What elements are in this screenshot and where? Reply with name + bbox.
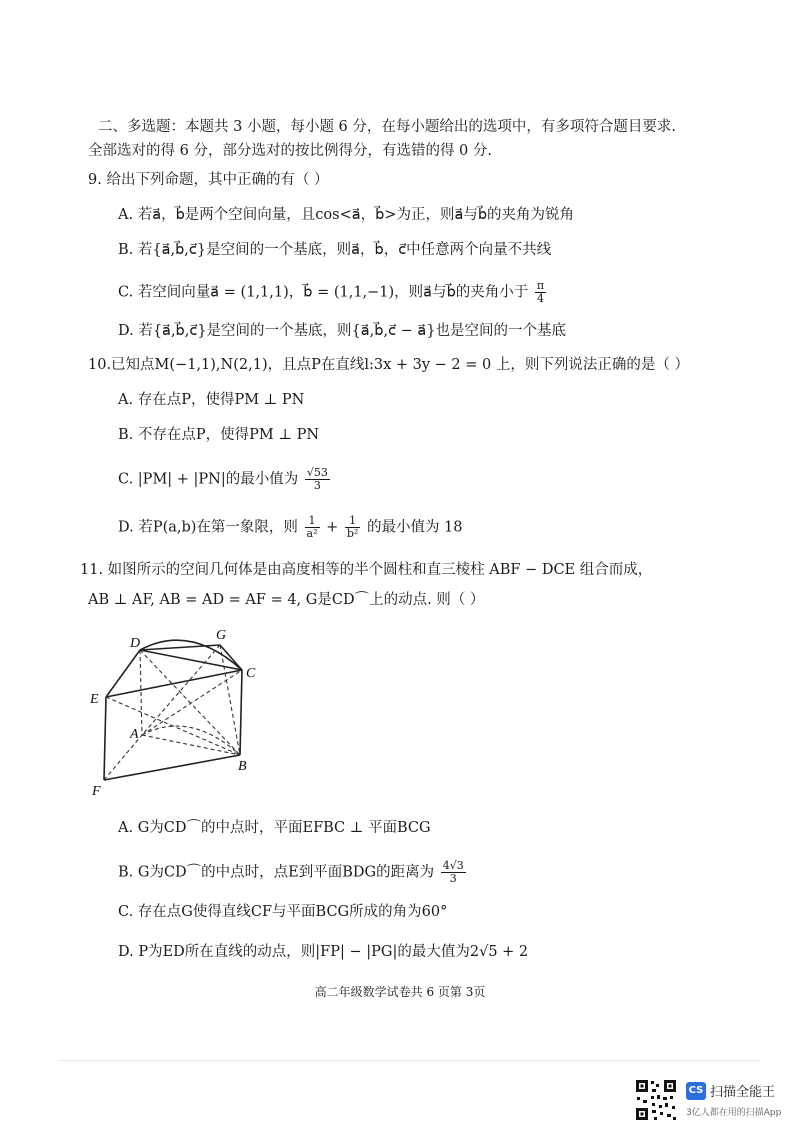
- q11-stem-line2: AB ⊥ AF, AB = AD = AF = 4, G是CD⌒上的动点. 则（ ）: [88, 592, 485, 608]
- q10-option-d-post: 的最小值为 18: [366, 519, 463, 536]
- q9-option-c: [118, 280, 548, 305]
- q9-stem: 9. 给出下列命题，其中正确的有（ ）: [88, 172, 329, 188]
- label-a: A: [130, 727, 139, 742]
- q11-option-b-fraction: [441, 860, 466, 885]
- q10-option-d: [118, 515, 463, 540]
- edge-ef: [104, 697, 106, 780]
- q9-option-b: B. 若{a⃗,b⃗,c⃗}是空间的一个基底，则a⃗，b⃗，c⃗中任意两个向量不共线: [118, 242, 552, 258]
- label-f: F: [92, 784, 101, 799]
- q11-option-b-text: B. G为CD⌒的中点时，点E到平面BDG的距离为: [118, 864, 435, 881]
- qr-code-icon: [634, 1078, 678, 1122]
- hidden-edge-eb: [106, 697, 240, 755]
- q10-stem: 10.已知点M(−1,1),N(2,1)，且点P在直线l:3x + 3y − 2 = 0 上，则下列说法正确的是（ ）: [88, 357, 689, 373]
- geometry-figure: [80, 625, 270, 805]
- q9-option-a: A. 若a⃗，b⃗是两个空间向量，且cos<a⃗，b⃗>为正，则a⃗与b⃗的夹角为锐角: [118, 207, 575, 223]
- q9-c-numerator: π: [536, 279, 545, 292]
- q11-option-d: D. P为ED所在直线的动点，则|FP| − |PG|的最大值为2√5 + 2: [118, 944, 529, 960]
- q11-b-numerator: 4√3: [442, 859, 464, 872]
- q10-option-d-plus: +: [326, 519, 339, 536]
- section-header-line1: 二、多选题：本题共 3 小题，每小题 6 分，在每小题给出的选项中，有多项符合题目要求.: [98, 119, 676, 135]
- q10-d-fraction-1: [305, 515, 320, 540]
- q10-option-c: [118, 467, 332, 492]
- q10-option-a: A. 存在点P，使得PM ⊥ PN: [118, 392, 305, 408]
- scanner-app-name: 扫描全能王: [710, 1085, 776, 1100]
- q11-option-c: C. 存在点G使得直线CF与平面BCG所成的角为60°: [118, 904, 448, 920]
- page-footer: 高二年级数学试卷共 6 页第 3页: [314, 985, 486, 999]
- q10-option-c-text: C. |PM| + |PN|的最小值为: [118, 471, 299, 488]
- label-d: D: [130, 636, 141, 651]
- q11-b-denominator: 3: [449, 872, 457, 885]
- camscanner-logo-icon: CS: [686, 1082, 706, 1100]
- q10-d-f2-denominator: b²: [346, 527, 359, 540]
- q11-option-a: A. G为CD⌒的中点时，平面EFBC ⊥ 平面BCG: [118, 820, 431, 836]
- scanner-watermark: [634, 1076, 794, 1124]
- q10-d-f1-denominator: a²: [306, 527, 318, 540]
- edge-ed: [106, 650, 140, 697]
- label-c: C: [246, 666, 256, 681]
- section-header-line2: 全部选对的得 6 分，部分选对的按比例得分，有选错的得 0 分.: [88, 143, 492, 159]
- hidden-arc-ab: [142, 726, 240, 755]
- edge-cb: [240, 670, 242, 755]
- q11-stem-line1: 11. 如图所示的空间几何体是由高度相等的半个圆柱和直三棱柱 ABF − DCE 组合而成，: [80, 562, 653, 578]
- hidden-edge-gb: [220, 645, 240, 755]
- q10-d-f2-numerator: 1: [345, 515, 360, 528]
- q9-option-d: D. 若{a⃗,b⃗,c⃗}是空间的一个基底，则{a⃗,b⃗,c⃗ − a⃗}也是空间的一个基底: [118, 323, 567, 339]
- q10-c-denominator: 3: [313, 479, 321, 492]
- hidden-edge-da: [140, 650, 142, 735]
- q10-option-d-pre: D. 若P(a,b)在第一象限，则: [118, 519, 298, 536]
- q9-option-c-fraction: [535, 280, 546, 305]
- q10-d-f1-numerator: 1: [305, 515, 320, 528]
- q11-option-b: [118, 860, 468, 885]
- label-g: G: [216, 628, 227, 643]
- q10-option-b: B. 不存在点P，使得PM ⊥ PN: [118, 427, 320, 443]
- hidden-edge-db: [140, 650, 240, 755]
- edge-fb: [104, 755, 240, 780]
- q10-c-numerator: √53: [306, 466, 328, 479]
- label-e: E: [90, 692, 99, 707]
- divider: [60, 1060, 760, 1061]
- hidden-edge-ab: [142, 735, 240, 755]
- q10-d-fraction-2: [345, 515, 360, 540]
- label-b: B: [238, 759, 247, 774]
- q10-option-c-fraction: [305, 467, 330, 492]
- q9-option-c-text: C. 若空间向量a⃗ = (1,1,1)，b⃗ = (1,1,−1)，则a⃗与b⃗的夹角小于: [118, 284, 529, 301]
- q9-c-denominator: 4: [537, 292, 544, 305]
- scanner-tagline: 3亿人都在用的扫描App: [686, 1108, 782, 1118]
